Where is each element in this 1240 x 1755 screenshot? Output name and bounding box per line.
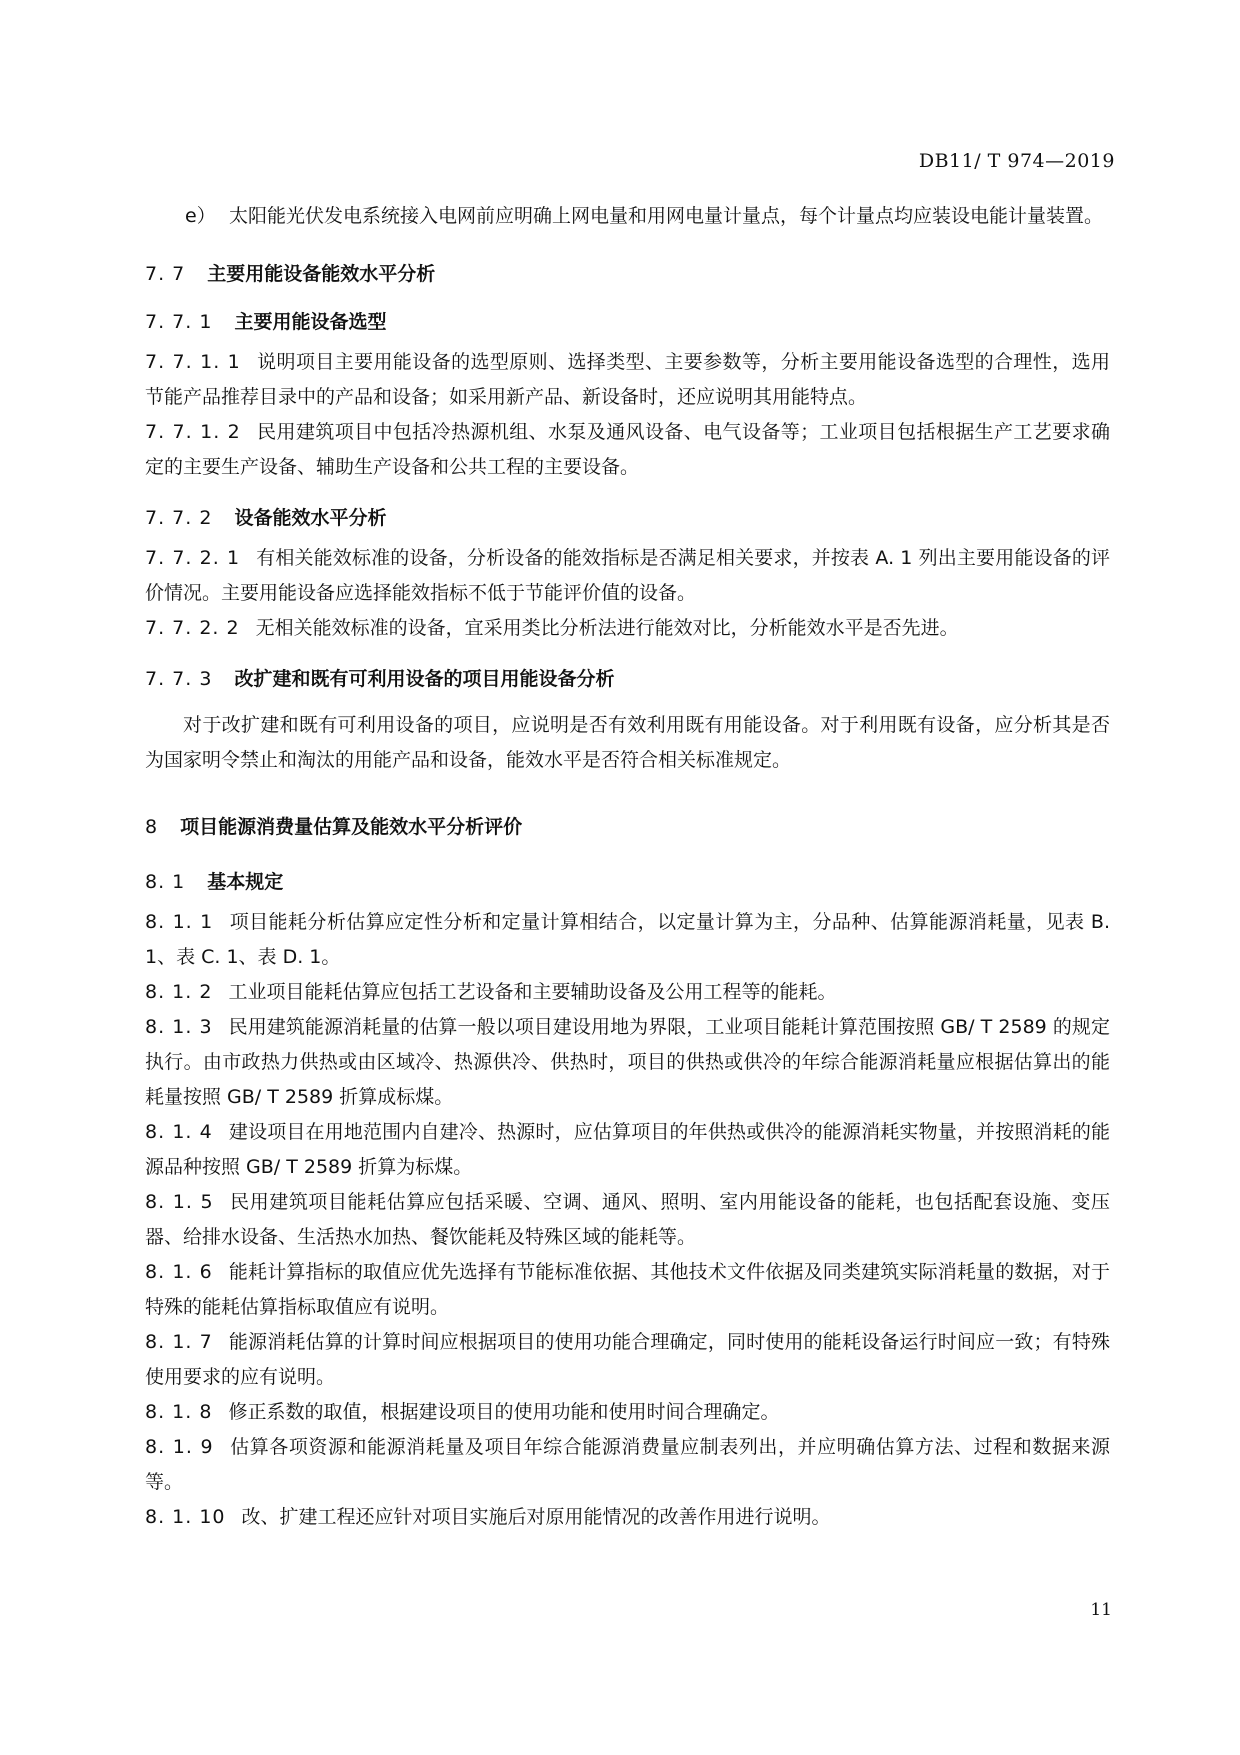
clause-text: 能源消耗估算的计算时间应根据项目的使用功能合理确定，同时使用的能耗设备运行时间应一致；有特殊使用要求的应有说明。 — [145, 1331, 1110, 1388]
document-code-header: DB11/ T 974—2019 — [918, 150, 1115, 172]
clause-number: 8. 1. 6 — [145, 1261, 213, 1283]
section-8-1-heading — [145, 867, 1110, 897]
clause-text: 工业项目能耗估算应包括工艺设备和主要辅助设备及公用工程等的能耗。 — [228, 981, 837, 1003]
clauses-8-1-list — [145, 905, 1110, 1535]
clause-number: 7. 7. 2. 2 — [145, 617, 240, 639]
clause-text: 有相关能效标准的设备，分析设备的能效指标是否满足相关要求，并按表 A. 1 列出主要用能设备的评价情况。主要用能设备应选择能效指标不低于节能评价值的设备。 — [145, 547, 1110, 604]
clause-number: 8. 1. 3 — [145, 1016, 213, 1038]
chapter-title: 项目能源消费量估算及能效水平分析评价 — [180, 816, 523, 838]
section-title: 改扩建和既有可利用设备的项目用能设备分析 — [234, 668, 615, 690]
clause-number: 8. 1. 4 — [145, 1121, 213, 1143]
clause-number: 8. 1. 5 — [145, 1191, 214, 1213]
clause-text: 改、扩建工程还应针对项目实施后对原用能情况的改善作用进行说明。 — [241, 1506, 831, 1528]
clause-number: 8. 1. 7 — [145, 1331, 213, 1353]
section-7-7-2-heading — [145, 503, 1110, 533]
section-7-7-3-heading — [145, 664, 1110, 694]
clause-text: 说明项目主要用能设备的选型原则、选择类型、主要参数等，分析主要用能设备选型的合理性，选用节能产品推荐目录中的产品和设备；如采用新产品、新设备时，还应说明其用能特点。 — [145, 351, 1110, 408]
clause-text: 无相关能效标准的设备，宜采用类比分析法进行能效对比，分析能效水平是否先进。 — [255, 617, 959, 639]
clause-8-1-6 — [145, 1255, 1110, 1325]
section-7-7-heading — [145, 259, 1110, 289]
clause-text: 民用建筑能源消耗量的估算一般以项目建设用地为界限，工业项目能耗计算范围按照 GB/ T 2589 的规定执行。由市政热力供热或由区域冷、热源供冷、供热时，项目的供热或供冷的年综合能源消耗量应根据估算出的能耗量按照 GB/ T 2589 折算成标煤。 — [145, 1016, 1110, 1108]
section-number: 7. 7. 2 — [145, 507, 213, 529]
clause-number: 8. 1. 8 — [145, 1401, 213, 1423]
clause-8-1-9 — [145, 1430, 1110, 1500]
section-number: 7. 7. 3 — [145, 668, 213, 690]
list-marker: e） — [185, 205, 216, 227]
section-title: 设备能效水平分析 — [234, 507, 387, 529]
section-number: 7. 7. 1 — [145, 311, 213, 333]
section-7-7-1-heading — [145, 307, 1110, 337]
clause-text: 民用建筑项目能耗估算应包括采暖、空调、通风、照明、室内用能设备的能耗，也包括配套设施、变压器、给排水设备、生活热水加热、餐饮能耗及特殊区域的能耗等。 — [145, 1191, 1110, 1248]
clause-number: 7. 7. 2. 1 — [145, 547, 241, 569]
clause-text: 民用建筑项目中包括冷热源机组、水泵及通风设备、电气设备等；工业项目包括根据生产工艺要求确定的主要生产设备、辅助生产设备和公共工程的主要设备。 — [145, 421, 1110, 478]
clause-8-1-5 — [145, 1185, 1110, 1255]
clause-text: 能耗计算指标的取值应优先选择有节能标准依据、其他技术文件依据及同类建筑实际消耗量的数据，对于特殊的能耗估算指标取值应有说明。 — [145, 1261, 1110, 1318]
clause-7-7-1-2 — [145, 415, 1110, 485]
clause-text: 估算各项资源和能源消耗量及项目年综合能源消费量应制表列出，并应明确估算方法、过程和数据来源等。 — [145, 1436, 1110, 1493]
clause-8-1-4 — [145, 1115, 1110, 1185]
section-title: 主要用能设备能效水平分析 — [207, 263, 436, 285]
clause-8-1-10 — [145, 1500, 1110, 1535]
chapter-number: 8 — [145, 816, 159, 838]
paragraph-7-7-3: 对于改扩建和既有可利用设备的项目，应说明是否有效利用既有用能设备。对于利用既有设备，应分析其是否为国家明令禁止和淘汰的用能产品和设备，能效水平是否符合相关标准规定。 — [145, 714, 1110, 771]
clause-number: 8. 1. 9 — [145, 1436, 214, 1458]
list-item-e — [185, 199, 1110, 234]
clause-8-1-1 — [145, 905, 1110, 975]
section-title: 基本规定 — [207, 871, 284, 893]
clause-text: 建设项目在用地范围内自建冷、热源时，应估算项目的年供热或供冷的能源消耗实物量，并按照消耗的能源品种按照 GB/ T 2589 折算为标煤。 — [145, 1121, 1110, 1178]
clause-8-1-7 — [145, 1325, 1110, 1395]
clause-8-1-8 — [145, 1395, 1110, 1430]
clause-7-7-2-2 — [145, 611, 1110, 646]
clause-number: 8. 1. 1 — [145, 911, 214, 933]
clause-text: 项目能耗分析估算应定性分析和定量计算相结合，以定量计算为主，分品种、估算能源消耗量，见表 B. 1、表 C. 1、表 D. 1。 — [145, 911, 1110, 968]
clause-7-7-1-1 — [145, 345, 1110, 415]
chapter-8-heading — [145, 812, 1110, 842]
clause-number: 8. 1. 10 — [145, 1506, 226, 1528]
list-item-text: 太阳能光伏发电系统接入电网前应明确上网电量和用网电量计量点，每个计量点均应装设电能计量装置。 — [229, 205, 1104, 227]
clause-number: 7. 7. 1. 1 — [145, 351, 241, 373]
clause-number: 8. 1. 2 — [145, 981, 213, 1003]
section-number: 7. 7 — [145, 263, 186, 285]
clause-7-7-2-1 — [145, 541, 1110, 611]
section-title: 主要用能设备选型 — [234, 311, 387, 333]
section-number: 8. 1 — [145, 871, 186, 893]
clause-number: 7. 7. 1. 2 — [145, 421, 241, 443]
page-content — [145, 199, 1110, 1535]
clause-8-1-3 — [145, 1010, 1110, 1115]
clause-8-1-2 — [145, 975, 1110, 1010]
page-number: 11 — [1090, 1600, 1112, 1620]
clause-text: 修正系数的取值，根据建设项目的使用功能和使用时间合理确定。 — [228, 1401, 780, 1423]
